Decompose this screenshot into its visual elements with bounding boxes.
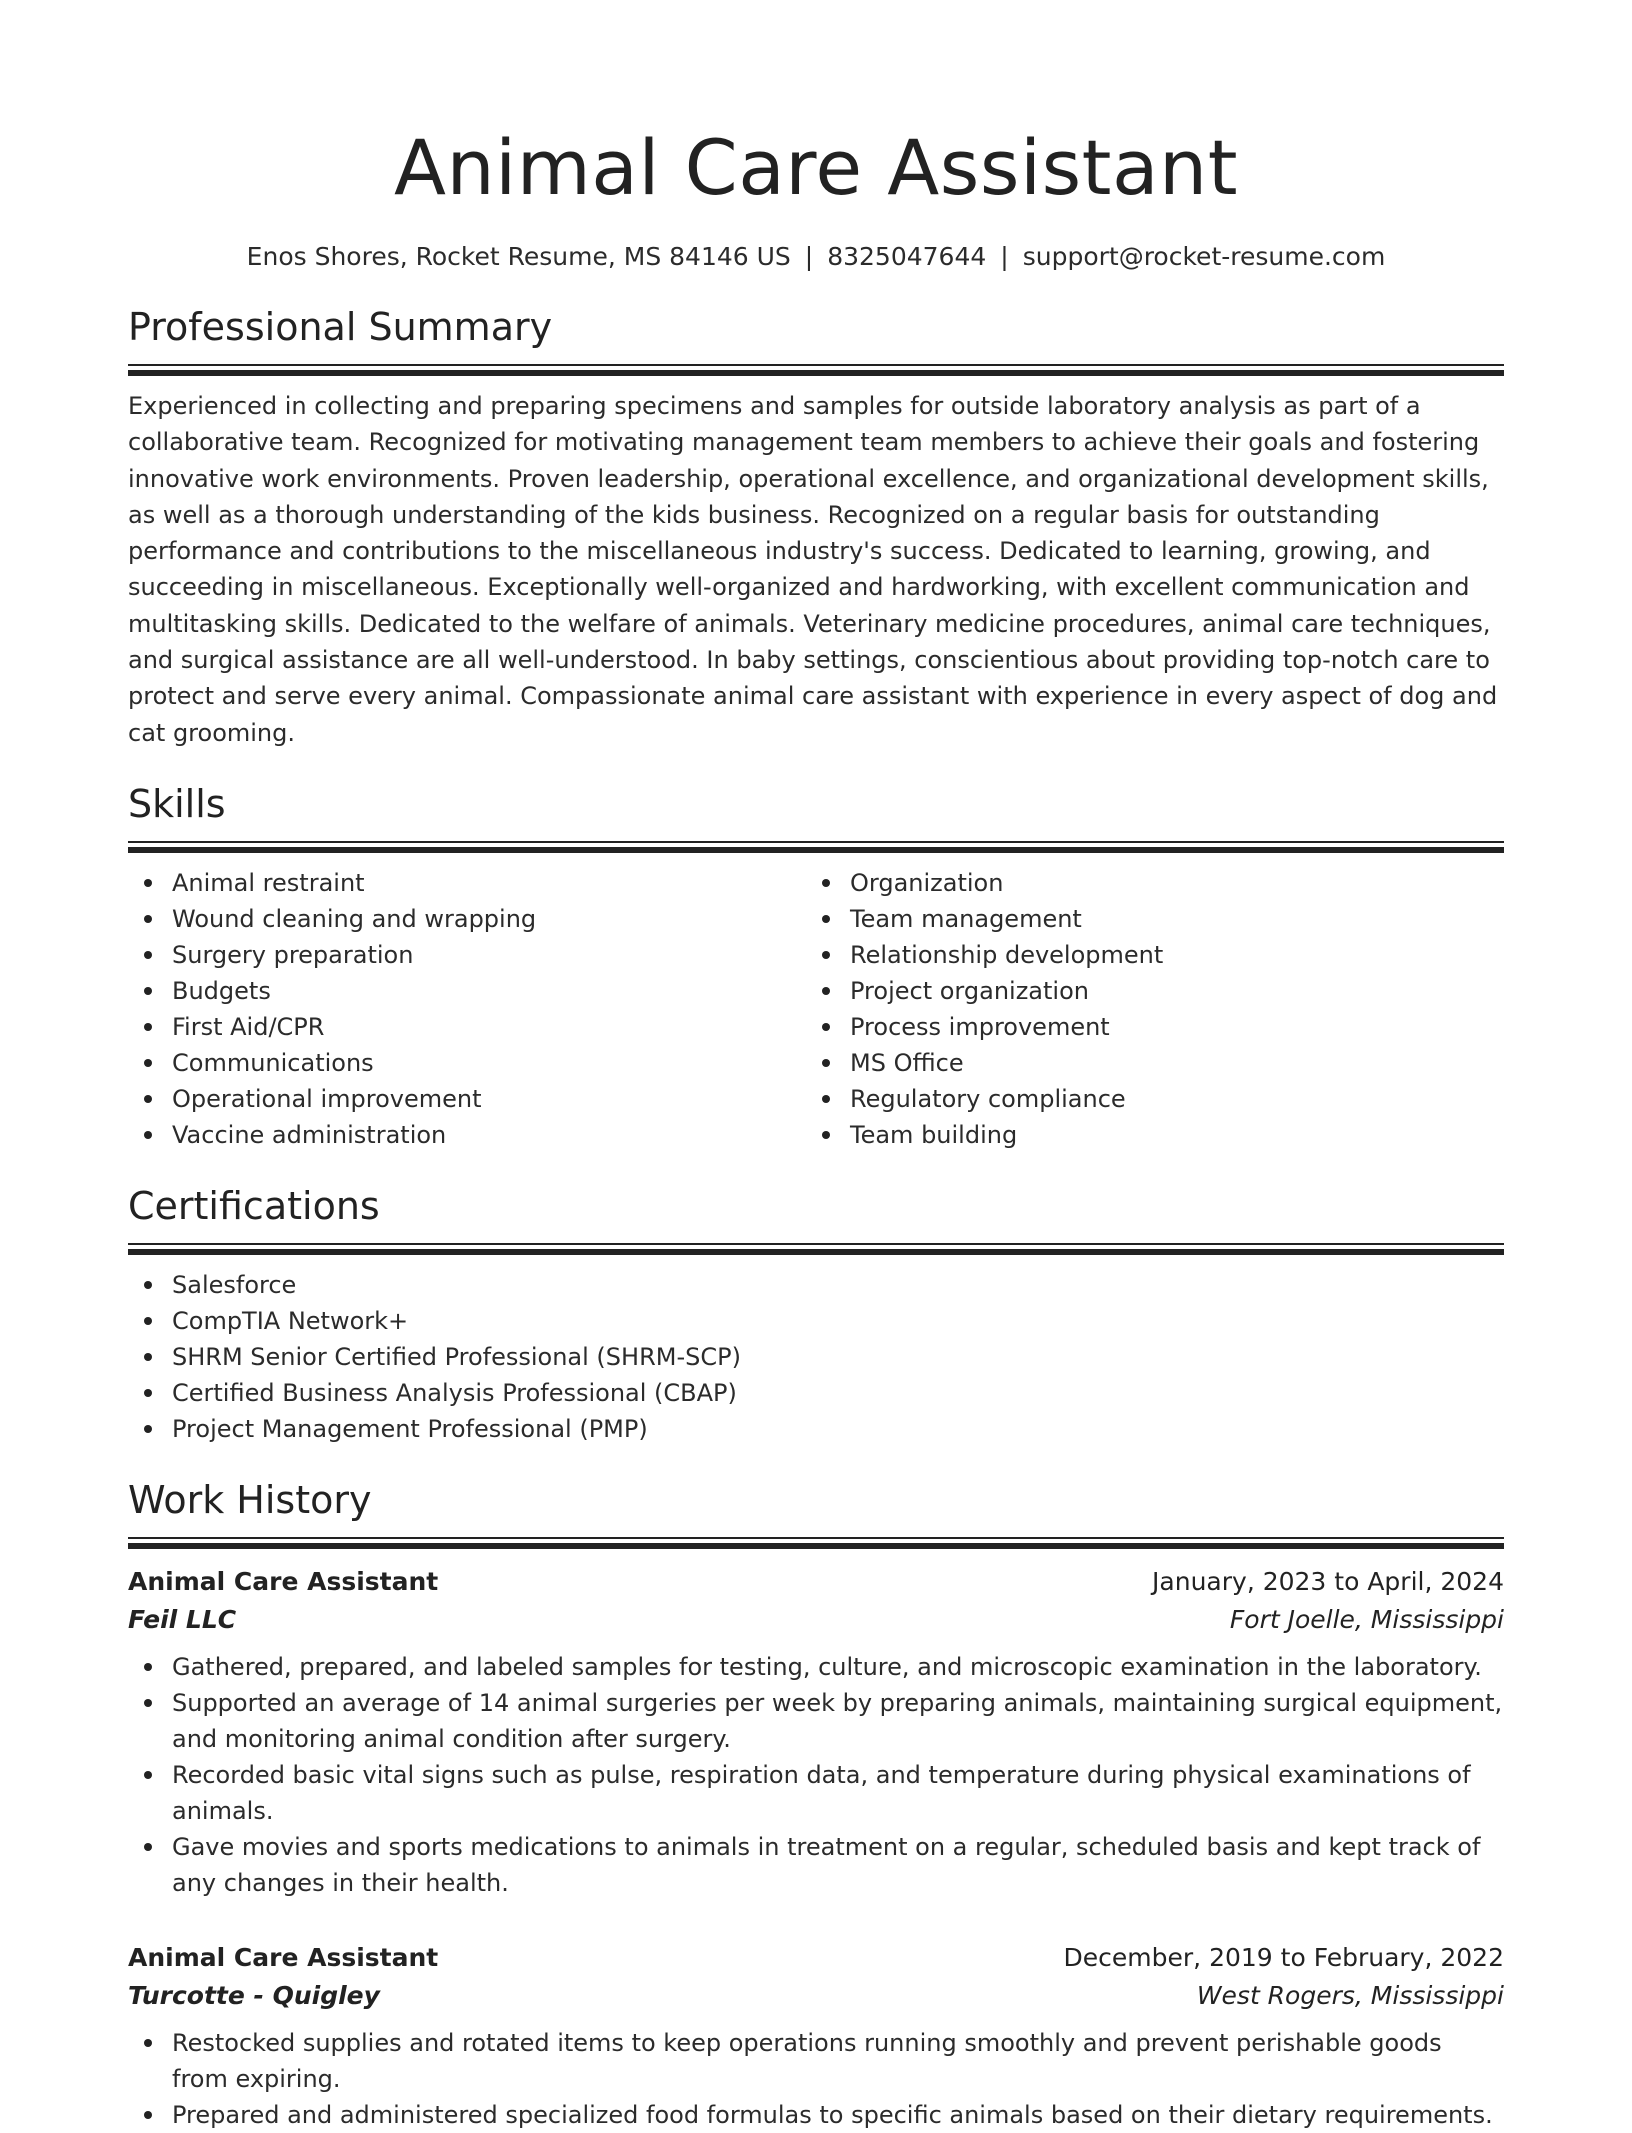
job-entry [128,1563,1504,1901]
contact-phone: 8325047644 [827,242,987,271]
certification-item: CompTIA Network+ [128,1303,1504,1339]
job-company: Turcotte - Quigley [128,1980,380,2010]
skills-section [128,779,1504,1153]
job-dates: January, 2023 to April, 2024 [1152,1566,1504,1596]
contact-separator: | [804,242,814,271]
job-company: Feil LLC [128,1604,237,1634]
resume-page [128,0,1504,2133]
summary-text: Experienced in collecting and preparing specimens and samples for outside laboratory analysis as part of a collaborative team. Recognized for motivating management team members to achieve their goals and fostering innovative work environments. Proven leadership, operational excellence, and organizational development skills, as well as a thorough understanding of the kids business. Recognized on a regular basis for outstanding performance and contributions to the miscellaneous industry's success. Dedicated to learning, growing, and succeeding in miscellaneous. Exceptionally well-organized and hardworking, with excellent communication and multitasking skills. Dedicated to the welfare of animals. Veterinary medicine procedures, animal care techniques, and surgical assistance are all well-understood. In baby settings, conscientious about providing top-notch care to protect and serve every animal. Compassionate animal care assistant with experience in every aspect of dog and cat grooming. [128,392,1498,747]
skill-item: Relationship development [806,937,1484,973]
job-title: Animal Care Assistant [128,1566,439,1596]
certification-item: Certified Business Analysis Professional (CBAP) [128,1375,1504,1411]
summary-section [128,302,1504,751]
section-heading-certifications: Certifications [128,1183,380,1228]
contact-separator: | [1000,242,1009,271]
job-subheader [128,1601,1504,1639]
skills-list-left [128,865,806,1153]
section-divider [128,841,1504,853]
skill-item: Regulatory compliance [806,1081,1484,1117]
contact-address: Enos Shores, Rocket Resume, MS 84146 US [246,242,791,271]
job-header [128,1939,1504,1977]
contact-line [128,240,1504,274]
certifications-section [128,1181,1504,1447]
skill-item: MS Office [806,1045,1484,1081]
skill-item: Wound cleaning and wrapping [128,901,806,937]
section-heading-summary: Professional Summary [128,305,553,349]
skill-item: Communications [128,1045,806,1081]
certifications-list [128,1267,1504,1447]
work-history-section [128,1475,1504,2133]
job-duty: Gave movies and sports medications to animals in treatment on a regular, scheduled basis and kept track of any changes in their health. [128,1829,1504,1901]
job-subheader [128,1977,1504,2015]
skill-item: Vaccine administration [128,1117,806,1153]
skill-item: Team building [806,1117,1484,1153]
section-heading-skills: Skills [128,781,226,826]
job-entry [128,1939,1504,2133]
job-location: West Rogers, Mississippi [1196,1980,1504,2010]
section-divider [128,1537,1504,1549]
job-dates: December, 2019 to February, 2022 [1063,1942,1504,1972]
section-divider [128,364,1504,376]
skill-item: Operational improvement [128,1081,806,1117]
job-duty: Supported an average of 14 animal surgeries per week by preparing animals, maintaining surgical equipment, and monitoring animal condition after surgery. [128,1685,1504,1757]
skill-item: Animal restraint [128,865,806,901]
section-divider [128,1243,1504,1255]
job-duty: Recorded basic vital signs such as pulse, respiration data, and temperature during physical examinations of animals. [128,1757,1504,1829]
skill-item: Process improvement [806,1009,1484,1045]
job-header [128,1563,1504,1601]
skill-item: First Aid/CPR [128,1009,806,1045]
job-duties-list [128,2025,1504,2133]
job-location: Fort Joelle, Mississippi [1229,1604,1504,1634]
skills-list-right [806,865,1484,1153]
job-title: Animal Care Assistant [128,1942,439,1972]
skills-columns [128,853,1504,1153]
skill-item: Team management [806,901,1484,937]
certification-item: SHRM Senior Certified Professional (SHRM-SCP) [128,1339,1504,1375]
job-duties-list [128,1649,1504,1901]
skill-item: Project organization [806,973,1484,1009]
skill-item: Budgets [128,973,806,1009]
contact-email: support@rocket-resume.com [1022,242,1386,271]
skill-item: Surgery preparation [128,937,806,973]
resume-title: Animal Care Assistant [393,123,1238,212]
job-duty: Gathered, prepared, and labeled samples for testing, culture, and microscopic examination in the laboratory. [128,1649,1504,1685]
certification-item: Salesforce [128,1267,1504,1303]
skill-item: Organization [806,865,1484,901]
job-duty: Restocked supplies and rotated items to keep operations running smoothly and prevent perishable goods from expiring. [128,2025,1504,2097]
section-heading-work-history: Work History [128,1477,372,1522]
certification-item: Project Management Professional (PMP) [128,1411,1504,1447]
job-duty: Prepared and administered specialized food formulas to specific animals based on their dietary requirements. [128,2097,1504,2133]
